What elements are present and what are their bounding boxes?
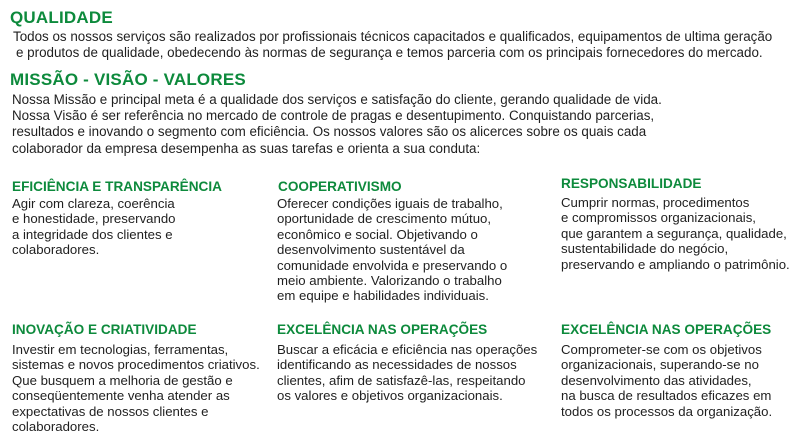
value-text-inovacao <box>12 342 260 434</box>
missao-line: Nossa Visão é ser referência no mercado de controle de pragas e desentupimento. Conquistando parcerias, <box>12 108 655 124</box>
value-line: Oferecer condições iguais de trabalho, <box>277 196 503 211</box>
value-line: na busca de resultados eficazes em <box>561 388 772 404</box>
value-line: a integridade dos clientes e <box>12 226 173 242</box>
value-heading-cooperativismo: COOPERATIVISMO <box>278 179 402 194</box>
value-line: clientes, afim de satisfazê-las, respeitando <box>277 372 526 388</box>
missao-heading: MISSÃO - VISÃO - VALORES <box>10 70 246 89</box>
missao-paragraph <box>12 92 662 157</box>
value-line: meio ambiente. Valorizando o trabalho <box>277 273 502 289</box>
value-line: Buscar a eficácia e eficiência nas operações <box>277 342 538 357</box>
value-line: e honestidade, preservando <box>12 211 176 227</box>
value-line: colaboradores. <box>12 242 100 258</box>
value-line: desenvolvimento sustentável da <box>277 242 465 258</box>
value-heading-eficiencia: EFICIÊNCIA E TRANSPARÊNCIA <box>12 179 222 194</box>
value-line: identificando as necessidades de nossos <box>277 357 517 373</box>
value-line: e compromissos organizacionais, <box>561 210 756 226</box>
value-text-excelencia-2 <box>561 342 772 419</box>
value-text-cooperativismo <box>277 196 507 304</box>
value-line: colaboradores. <box>12 419 100 435</box>
value-line: organizacionais, superando-se no <box>561 357 759 373</box>
qualidade-line: Todos os nossos serviços são realizados por profissionais técnicos capacitados e qualificados, equipamentos de ultima geração <box>13 29 773 44</box>
value-line: econômico e social. Objetivando o <box>277 226 478 242</box>
value-line: conseqüentemente venha atender as <box>12 388 230 404</box>
value-text-eficiencia <box>12 196 176 258</box>
missao-line: resultados e inovando o segmento com eficiência. Os nossos valores são os alicerces sobre os quais cada <box>12 124 647 140</box>
value-heading-inovacao: INOVAÇÃO E CRIATIVIDADE <box>12 322 197 337</box>
value-line: Cumprir normas, procedimentos <box>561 195 750 210</box>
value-line: Agir com clareza, coerência <box>12 196 175 211</box>
value-line: Que busquem a melhoria de gestão e <box>12 372 233 388</box>
value-line: oportunidade de crescimento mútuo, <box>277 211 492 227</box>
value-line: os valores e objetivos organizacionais. <box>277 388 503 404</box>
missao-line: colaborador da empresa desempenha as suas tarefas e orienta a sua conduta: <box>12 140 481 156</box>
value-line: desenvolvimento das atividades, <box>561 372 752 388</box>
value-line: preservando e ampliando o patrimônio. <box>561 256 790 272</box>
value-text-responsabilidade <box>561 195 790 272</box>
value-heading-excelencia-1: EXCELÊNCIA NAS OPERAÇÕES <box>277 322 488 337</box>
value-line: sustentabilidade do negócio, <box>561 241 729 257</box>
missao-line: Nossa Missão e principal meta é a qualidade dos serviços e satisfação do cliente, gerando qualidade de vida. <box>12 92 662 107</box>
value-line: comunidade envolvida e preservando o <box>277 257 508 273</box>
qualidade-line: e produtos de qualidade, obedecendo às normas de segurança e temos parceria com os principais fornecedores do mercado. <box>16 45 763 61</box>
value-heading-responsabilidade: RESPONSABILIDADE <box>561 176 702 191</box>
value-line: Comprometer-se com os objetivos <box>561 342 762 357</box>
value-line: expectativas de nossos clientes e <box>12 403 209 419</box>
value-line: em equipe e habilidades individuais. <box>277 288 489 304</box>
value-line: Investir em tecnologias, ferramentas, <box>12 342 229 357</box>
qualidade-heading: QUALIDADE <box>10 8 113 27</box>
value-line: todos os processos da organização. <box>561 403 773 419</box>
value-line: que garantem a segurança, qualidade, <box>561 225 787 241</box>
value-heading-excelencia-2: EXCELÊNCIA NAS OPERAÇÕES <box>561 322 772 337</box>
value-line: sistemas e novos procedimentos criativos. <box>12 357 260 373</box>
value-text-excelencia-1 <box>277 342 537 404</box>
qualidade-paragraph <box>13 29 772 61</box>
